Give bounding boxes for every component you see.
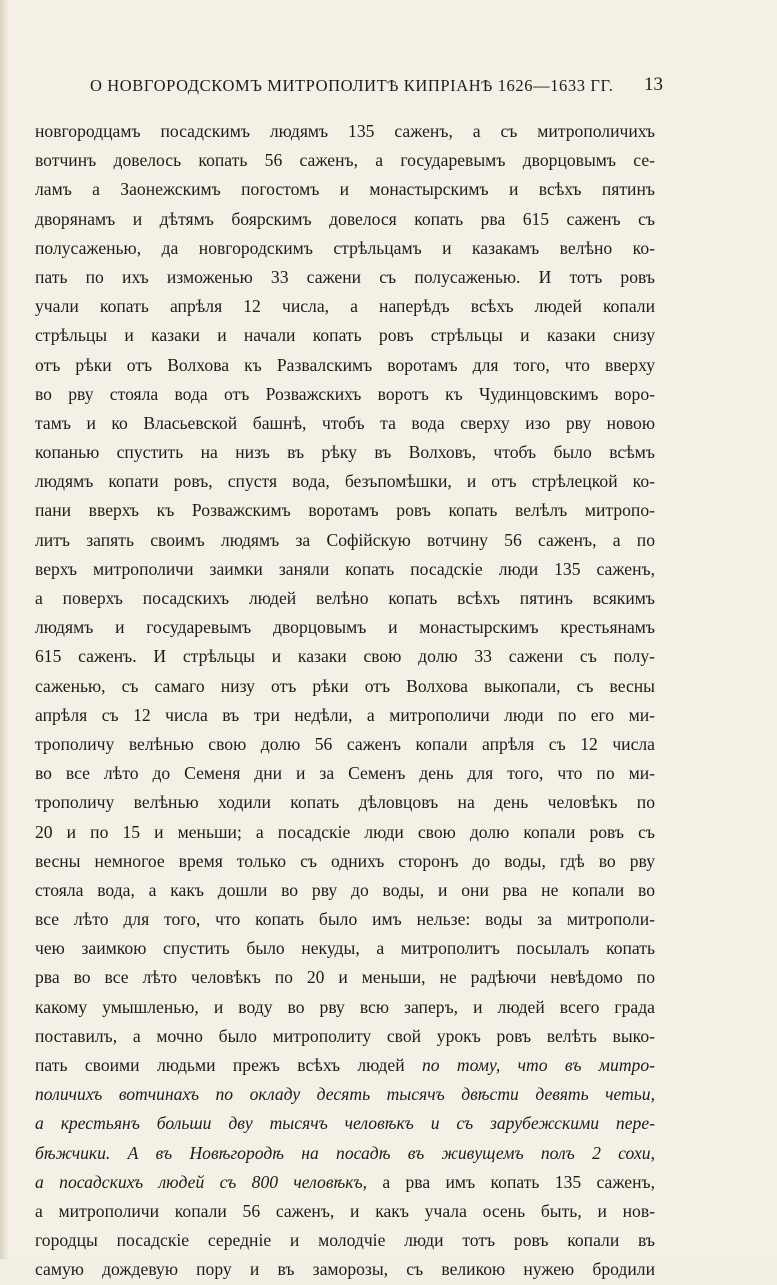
text-segment: чею заимкою спустить было некуды, а митрополитъ посылалъ копать <box>35 938 655 959</box>
text-segment: апрѣля съ 12 числа въ три недѣли, а митрополичи люди по его ми- <box>35 704 655 725</box>
text-line <box>35 1226 655 1255</box>
text-segment: ламъ а Заонежскимъ погостомъ и монастырскимъ и всѣхъ пятинъ <box>35 179 655 200</box>
running-title: О НОВГОРОДСКОМЪ МИТРОПОЛИТѢ КИПРІАНѢ 1626—1633 ГГ. <box>90 76 614 95</box>
text-segment: 615 саженъ. И стрѣльцы и казаки свою долю 33 сажени съ полу- <box>35 646 655 667</box>
text-segment: все лѣто для того, что копать было имъ нельзе: воды за митрополи- <box>35 909 655 930</box>
text-segment: пать по ихъ изможенью 33 сажени съ полусаженью. И тотъ ровъ <box>35 266 655 287</box>
text-line <box>35 146 655 175</box>
text-line <box>35 672 655 701</box>
text-segment: полусаженью, да новгородскимъ стрѣльцамъ и казакамъ велѣно ко- <box>35 237 655 258</box>
text-line <box>35 847 655 876</box>
text-segment: а поверхъ посадскихъ людей велѣно копать всѣхъ пятинъ всякимъ <box>35 588 655 608</box>
text-line <box>35 818 655 847</box>
text-line <box>35 321 655 350</box>
text-line <box>35 1022 655 1051</box>
text-segment: вотчинъ довелось копать 56 саженъ, а государевымъ дворцовымъ се- <box>35 150 655 171</box>
text-line <box>35 1255 655 1284</box>
italic-text-segment: бѣжчики. А въ Новѣгородѣ на посадѣ въ живущемъ полъ 2 сохи, <box>35 1142 655 1163</box>
text-segment: пани вверхъ къ Розважскимъ воротамъ ровъ копать велѣлъ митропо- <box>35 500 655 521</box>
text-segment: а митрополичи копали 56 саженъ, и какъ учала осень быть, и нов- <box>35 1200 655 1221</box>
text-line <box>35 1197 655 1226</box>
italic-text-segment: поличихъ вотчинахъ по окладу десять тысячъ двѣсти девять четьи, <box>35 1084 655 1105</box>
text-line <box>35 1051 655 1080</box>
text-segment: литъ запять своимъ людямъ за Софійскую вотчину 56 саженъ, а по <box>35 529 655 550</box>
text-segment: трополичу велѣнью свою долю 56 саженъ копали апрѣля съ 12 числа <box>35 733 655 754</box>
italic-text-segment: а крестьянъ больши дву тысячъ человѣкъ и съ зарубежскими пере- <box>35 1113 655 1134</box>
text-line <box>35 1080 655 1109</box>
page-number: 13 <box>644 74 663 95</box>
text-line <box>35 409 655 438</box>
text-line <box>35 730 655 759</box>
text-line <box>35 117 655 146</box>
text-line <box>35 584 655 613</box>
text-segment: новгородцамъ посадскимъ людямъ 135 саженъ, а съ митрополичихъ <box>35 121 655 141</box>
text-line <box>35 963 655 992</box>
text-line <box>35 351 655 380</box>
text-line <box>35 526 655 555</box>
text-line <box>35 905 655 934</box>
text-line <box>35 1168 655 1197</box>
text-line <box>35 467 655 496</box>
text-segment: дворянамъ и дѣтямъ боярскимъ довелося копать рва 615 саженъ съ <box>35 208 655 229</box>
text-line <box>35 496 655 525</box>
page-header <box>60 70 663 100</box>
text-segment: , а рва имъ копать 135 саженъ, <box>362 1171 655 1192</box>
italic-text-segment: а посадскихъ людей съ 800 человѣкъ <box>35 1171 363 1192</box>
text-segment: рва во все лѣто человѣкъ по 20 и меньши, не радѣючи невѣдомо по <box>35 967 655 988</box>
italic-text-segment: по тому, что въ митро- <box>421 1055 655 1075</box>
text-line <box>35 759 655 788</box>
text-segment: во все лѣто до Семеня дни и за Семенъ день для того, что по ми- <box>35 763 655 784</box>
text-line <box>35 555 655 584</box>
text-line <box>35 642 655 671</box>
text-line <box>35 876 655 905</box>
text-segment: верхъ митрополичи заимки заняли копать посадскіе люди 135 саженъ, <box>35 558 655 579</box>
text-line <box>35 1109 655 1138</box>
text-segment: самую дождевую пору и въ заморозы, съ великою нужею бродили <box>35 1259 655 1280</box>
text-segment: поставилъ, а мочно было митрополиту свой урокъ ровъ велѣть выко- <box>35 1025 655 1046</box>
text-segment: пать своими людьми прежъ всѣхъ людей <box>35 1055 422 1075</box>
page-left-edge <box>0 0 9 1259</box>
text-segment: тамъ и ко Власьевской башнѣ, чтобъ та вода сверху изо рву новою <box>35 412 655 433</box>
text-line <box>35 438 655 467</box>
text-segment: 20 и по 15 и меньши; а посадскіе люди свою долю копали ровъ съ <box>35 821 655 842</box>
text-segment: стояла вода, а какъ дошли во рву до воды, и они рва не копали во <box>35 879 655 900</box>
text-segment: людямъ копати ровъ, спустя вода, безъпомѣшки, и отъ стрѣлецкой ко- <box>35 471 655 492</box>
text-line <box>35 263 655 292</box>
text-line <box>35 788 655 817</box>
text-segment: во рву стояла вода отъ Розважскихъ воротъ къ Чудинцовскимъ воро- <box>35 383 655 404</box>
text-line <box>35 701 655 730</box>
text-line <box>35 205 655 234</box>
text-line <box>35 993 655 1022</box>
text-segment: какому умышленью, и воду во рву всю заперъ, и людей всего града <box>35 996 655 1017</box>
text-segment: саженью, съ самаго низу отъ рѣки отъ Волхова выкопали, съ весны <box>35 675 655 696</box>
text-segment: людямъ и государевымъ дворцовымъ и монастырскимъ крестьянамъ <box>35 617 655 638</box>
text-segment: трополичу велѣнью ходили копать дѣловцовъ на день человѣкъ по <box>35 792 655 813</box>
text-line <box>35 380 655 409</box>
text-segment: отъ рѣки отъ Волхова къ Развалскимъ воротамъ для того, что вверху <box>35 354 655 375</box>
text-segment: стрѣльцы и казаки и начали копать ровъ стрѣльцы и казаки снизу <box>35 325 655 346</box>
text-line <box>35 613 655 642</box>
text-segment: весны немногое время только съ однихъ сторонъ до воды, гдѣ во рву <box>35 850 655 871</box>
body-text <box>35 117 655 1285</box>
text-segment: учали копать апрѣля 12 числа, а наперѣдъ всѣхъ людей копали <box>35 296 655 317</box>
text-line <box>35 292 655 321</box>
text-segment: копанью спустить на низъ въ рѣку въ Волховъ, чтобъ было всѣмъ <box>35 442 655 463</box>
text-line <box>35 1139 655 1168</box>
text-line <box>35 175 655 204</box>
text-line <box>35 934 655 963</box>
text-segment: городцы посадскіе середніе и молодчіе люди тотъ ровъ копали въ <box>35 1230 655 1251</box>
text-line <box>35 234 655 263</box>
